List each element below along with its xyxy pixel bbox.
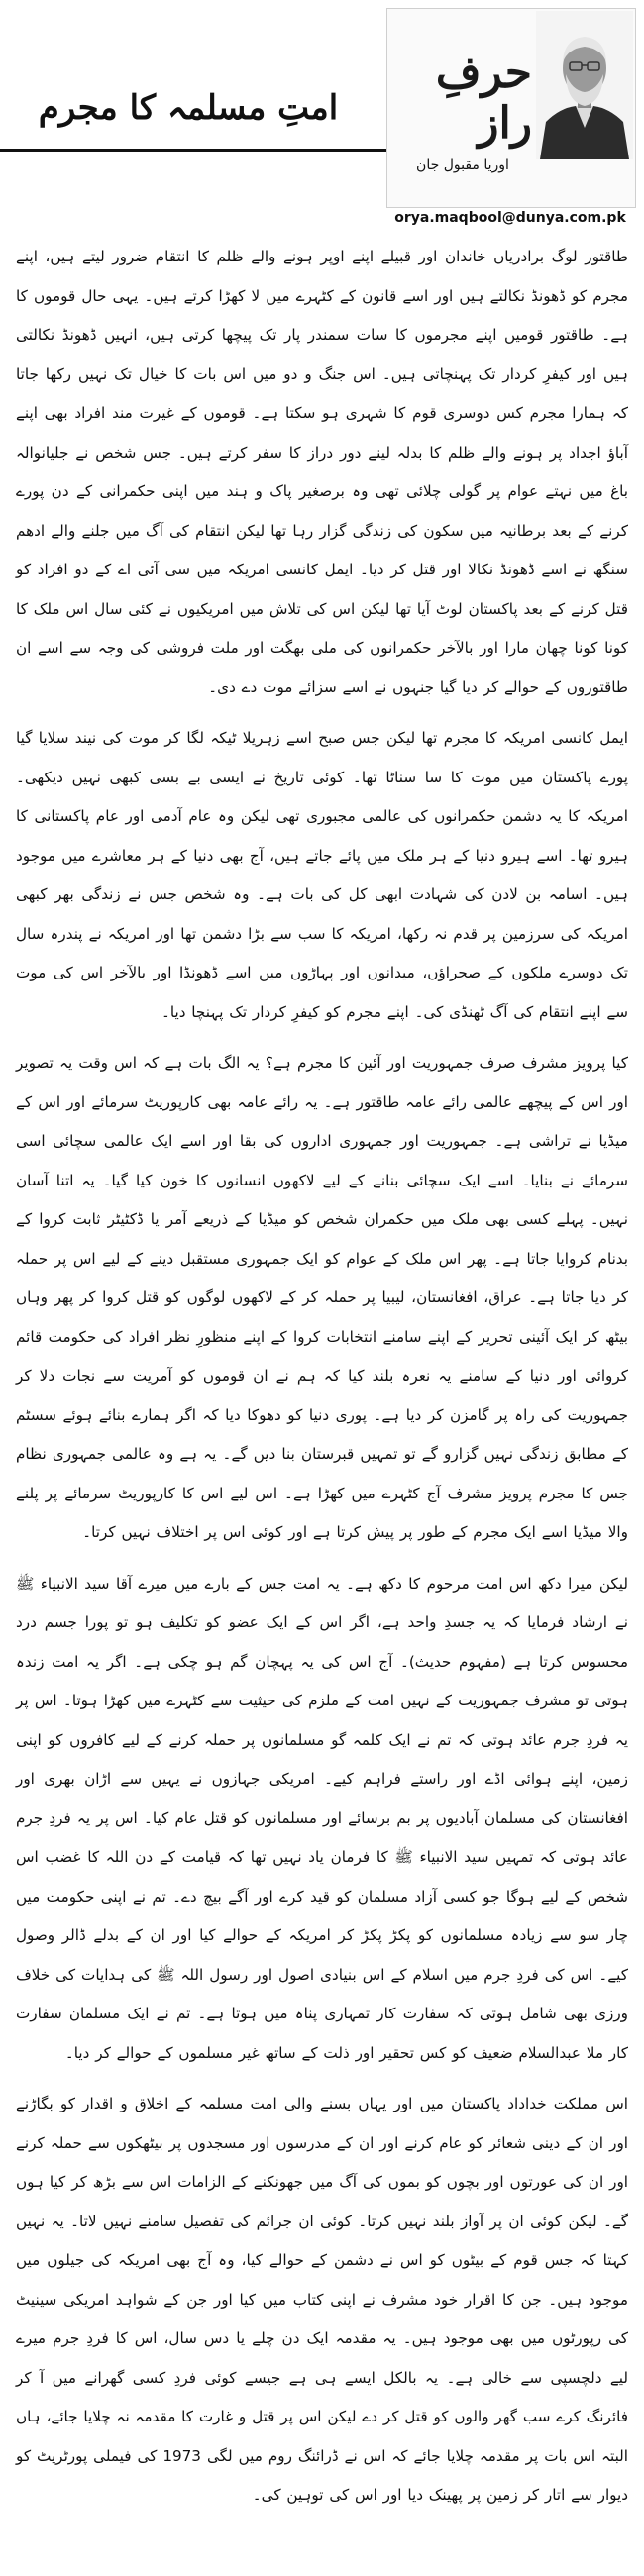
author-email[interactable]: orya.maqbool@dunya.com.pk <box>394 210 626 226</box>
author-portrait <box>536 11 633 159</box>
article-paragraph-2: ایمل کانسی امریکہ کا مجرم تھا لیکن جس صبح اسے زہریلا ٹیکہ لگا کر موت کی نیند سلایا گیا پورے پاکستان میں موت کا سا سناٹا تھا۔ کوئی تاریخ نے ایسی بے بسی کبھی نہیں دیکھی۔ امریکہ کا یہ دشمن حکمرانوں کی عالمی مجبوری تھی لیکن وہ عام آدمی اور عام پاکستانی کا ہیرو تھا۔ اسے ہیرو دنیا کے ہر ملک میں پائے جاتے ہیں، آج بھی دنیا کے ہر معاشرے میں موجود ہیں۔ اسامہ بن لادن کی شہادت ابھی کل کی بات ہے۔ وہ شخص جس نے زندگی بھر کبھی امریکہ کی سرزمین پر قدم نہ رکھا، امریکہ کا سب سے بڑا دشمن تھا اور امریکہ نے پندرہ سال تک دوسرے ملکوں کے صحراؤں، میدانوں اور پہاڑوں میں اسے ڈھونڈا اور بالآخر اس کی موت سے اپنے انتقام کی آگ ٹھنڈی کی۔ اپنے مجرم کو کیفرِ کردار تک پہنچا دیا۔ <box>16 729 628 1021</box>
article-paragraph-4: لیکن میرا دکھ اس امت مرحوم کا دکھ ہے۔ یہ امت جس کے بارے میں میرے آقا سید الانبیاء ﷺ نے ارشاد فرمایا کہ یہ جسدِ واحد ہے، اگر اس کے ایک عضو کو تکلیف ہو تو پورا جسم درد محسوس کرتا ہے (مفہوم حدیث)۔ آج اس کی یہ پہچان گم ہو چکی ہے۔ اگر یہ امت زندہ ہوتی تو مشرف جمہوریت کے نہیں امت کے ملزم کی حیثیت سے کٹہرے میں کھڑا ہوتا۔ اس پر یہ فردِ جرم عائد ہوتی کہ تم نے ایک کلمہ گو مسلمانوں پر حملہ کرنے کے لیے کافروں کو اپنی زمین، اپنے ہوائی اڈے اور راستے فراہم کیے۔ امریکی جہازوں نے یہیں سے اڑان بھری اور افغانستان کی مسلمان آبادیوں پر بم برسائے اور مسلمانوں کو قتل عام کیا۔ اس پر یہ فردِ جرم عائد ہوتی کہ تمہیں سید الانبیاء ﷺ کا فرمان یاد نہیں تھا کہ قیامت کے دن اللہ کا غضب اس شخص کے لیے ہوگا جو کسی آزاد مسلمان کو قید کرے اور آگے بیچ دے۔ تم نے اپنی حکومت میں چار سو سے زیادہ مسلمانوں کو پکڑ پکڑ کر امریکہ کے حوالے کیا اور ان کے بدلے ڈالر وصول کیے۔ اس کی فردِ جرم میں اسلام کے اس بنیادی اصول اور رسول اللہ ﷺ کی ہدایات کی خلاف ورزی بھی شامل ہوتی کہ سفارت کار تمہاری پناہ میں ہوتا ہے۔ تم نے ایک مسلمان سفارت کار ملا عبدالسلام ضعیف کو کس تحقیر اور ذلت کے ساتھ غیر مسلموں کے حوالے کر دیا۔ <box>16 1574 628 2062</box>
column-brand-box <box>386 8 636 208</box>
article-body <box>16 238 628 2527</box>
column-logo <box>393 48 532 149</box>
article-title-block <box>0 81 376 136</box>
column-logo-text: حرفِ راز <box>435 48 532 149</box>
author-byline: اوریا مقبول جان <box>416 157 509 173</box>
title-divider <box>0 149 391 152</box>
column-masthead <box>0 0 644 230</box>
article-paragraph-5: اس مملکت خداداد پاکستان میں اور یہاں بسنے والی امت مسلمہ کے اخلاق و اقدار کو بگاڑنے اور ان کے دینی شعائر کو عام کرنے اور ان کے مدرسوں اور مسجدوں پر بیٹھکوں سے حملہ کرنے اور ان کی عورتوں اور بچوں کو بموں کی آگ میں جھونکنے کے الزامات اس سے بڑھ کر کیا ہوں گے۔ لیکن کوئی ان پر آواز بلند نہیں کرتا۔ کوئی ان جرائم کی تفصیل سامنے نہیں لاتا۔ یہ نہیں کہتا کہ جس قوم کے بیٹوں کو اس نے دشمن کے حوالے کیا، وہ آج بھی امریکہ کی جیلوں میں موجود ہیں۔ جن کا اقرار خود مشرف نے اپنی کتاب میں کیا اور جن کے شواہد امریکی سینیٹ کی رپورٹوں میں بھی موجود ہیں۔ یہ مقدمہ ایک دن چلے یا دس سال، اس کا فردِ جرم میرے لیے دلچسپی سے خالی ہے۔ یہ بالکل ایسے ہی ہے جیسے کوئی فردِ کسی گھرانے میں آ کر فائرنگ کرے سب گھر والوں کو قتل کر دے لیکن اس پر قتل و غارت کا مقدمہ نہ چلایا جائے، ہاں البتہ اس بات پر مقدمہ چلایا جائے کہ اس نے ڈرائنگ روم میں لگی 1973 کی فیملی پورٹریٹ کو دیوار سے اتار کر زمین پر پھینک دیا اور اس کی توہین کی۔ <box>16 2095 628 2504</box>
article-paragraph-3: کیا پرویز مشرف صرف جمہوریت اور آئین کا مجرم ہے؟ یہ الگ بات ہے کہ اس وقت یہ تصویر اور اس کے پیچھے عالمی رائے عامہ طاقتور ہے۔ یہ رائے عامہ بھی کارپوریٹ سرمائے اور اس کے میڈیا نے تراشی ہے۔ جمہوریت اور جمہوری اداروں کی بقا اور اسے ایک عالمی سچائی اسی سرمائے نے بنایا۔ اسے ایک سچائی بنانے کے لیے لاکھوں انسانوں کا خون کیا گیا۔ یہ اتنا آسان نہیں۔ پہلے کسی بھی ملک میں حکمران شخص کو میڈیا کے ذریعے آمر یا ڈکٹیٹر ثابت کروا کے بدنام کروایا جاتا ہے۔ پھر اس ملک کے عوام کو ایک جمہوری مستقبل دینے کے لیے اس پر حملہ کر دیا جاتا ہے۔ عراق، افغانستان، لیبیا پر حملہ کر کے لاکھوں لوگوں کو قتل کروا کر پھر وہاں بیٹھ کر ایک آئینی تحریر کے اپنے سامنے انتخابات کروا کے اپنے منظورِ نظر افراد کی حکومت قائم کروائی اور دنیا کے سامنے یہ نعرہ بلند کیا کہ ہم نے ان قوموں کو آمریت سے نجات دلا کر جمہوریت کی راہ پر گامزن کر دیا ہے۔ پوری دنیا کو دھوکا دیا کہ اگر ہمارے بنائے ہوئے سسٹم کے مطابق زندگی نہیں گزارو گے تو تمہیں قبرستان بنا دیں گے۔ یہ ہے وہ عالمی جمہوری نظام جس کا مجرم پرویز مشرف آج کٹہرے میں کھڑا ہے۔ اس لیے اس کا کارپوریٹ سرمائے پر پلنے والا میڈیا اسے ایک مجرم کے طور پر پیش کرتا ہے اور کوئی اس پر اختلاف نہیں کرتا۔ <box>16 1054 628 1541</box>
article-paragraph-1: طاقتور لوگ برادریاں خاندان اور قبیلے اپنے اوپر ہونے والے ظلم کا انتقام ضرور لیتے ہیں، اپنے مجرم کو ڈھونڈ نکالتے ہیں اور اسے قانون کے کٹہرے میں لا کھڑا کرتے ہیں۔ یہی حال قوموں کا ہے۔ طاقتور قومیں اپنے مجرموں کا سات سمندر پار تک پیچھا کرتی ہیں، انہیں ڈھونڈ نکالتی ہیں اور کیفرِ کردار تک پہنچاتی ہیں۔ اس جنگ و دو میں اس بات کا خیال تک نہیں رکھا جاتا کہ ہمارا مجرم کس دوسری قوم کا شہری ہو سکتا ہے۔ قوموں کے غیرت مند افراد بھی اپنے آباؤ اجداد پر ہونے والے ظلم کا بدلہ لینے دور دراز کا سفر کرتے ہیں۔ جس شخص نے جلیانوالہ باغ میں نہتے عوام پر گولی چلائی تھی وہ برصغیر پاک و ہند میں اپنی حکمرانی کے دن پورے کرنے کے بعد برطانیہ میں سکون کی زندگی گزار رہا تھا لیکن انتقام کی آگ میں جلنے والے ادھم سنگھ نے اسے ڈھونڈ نکالا اور قتل کر دیا۔ ایمل کانسی امریکہ میں سی آئی اے کے دو افراد کو قتل کرنے کے بعد پاکستان لوٹ آیا تھا لیکن اس کی تلاش میں امریکیوں نے کئی سال اس ملک کا کونا کونا چھان مارا اور بالآخر حکمرانوں کی ملی بھگت اور ملت فروشی کی وجہ سے اسے ان طاقتوروں کے حوالے کر دیا گیا جنہوں نے اسے سزائے موت دے دی۔ <box>16 248 628 696</box>
article-title: امتِ مسلمہ کا مجرم <box>38 88 339 128</box>
